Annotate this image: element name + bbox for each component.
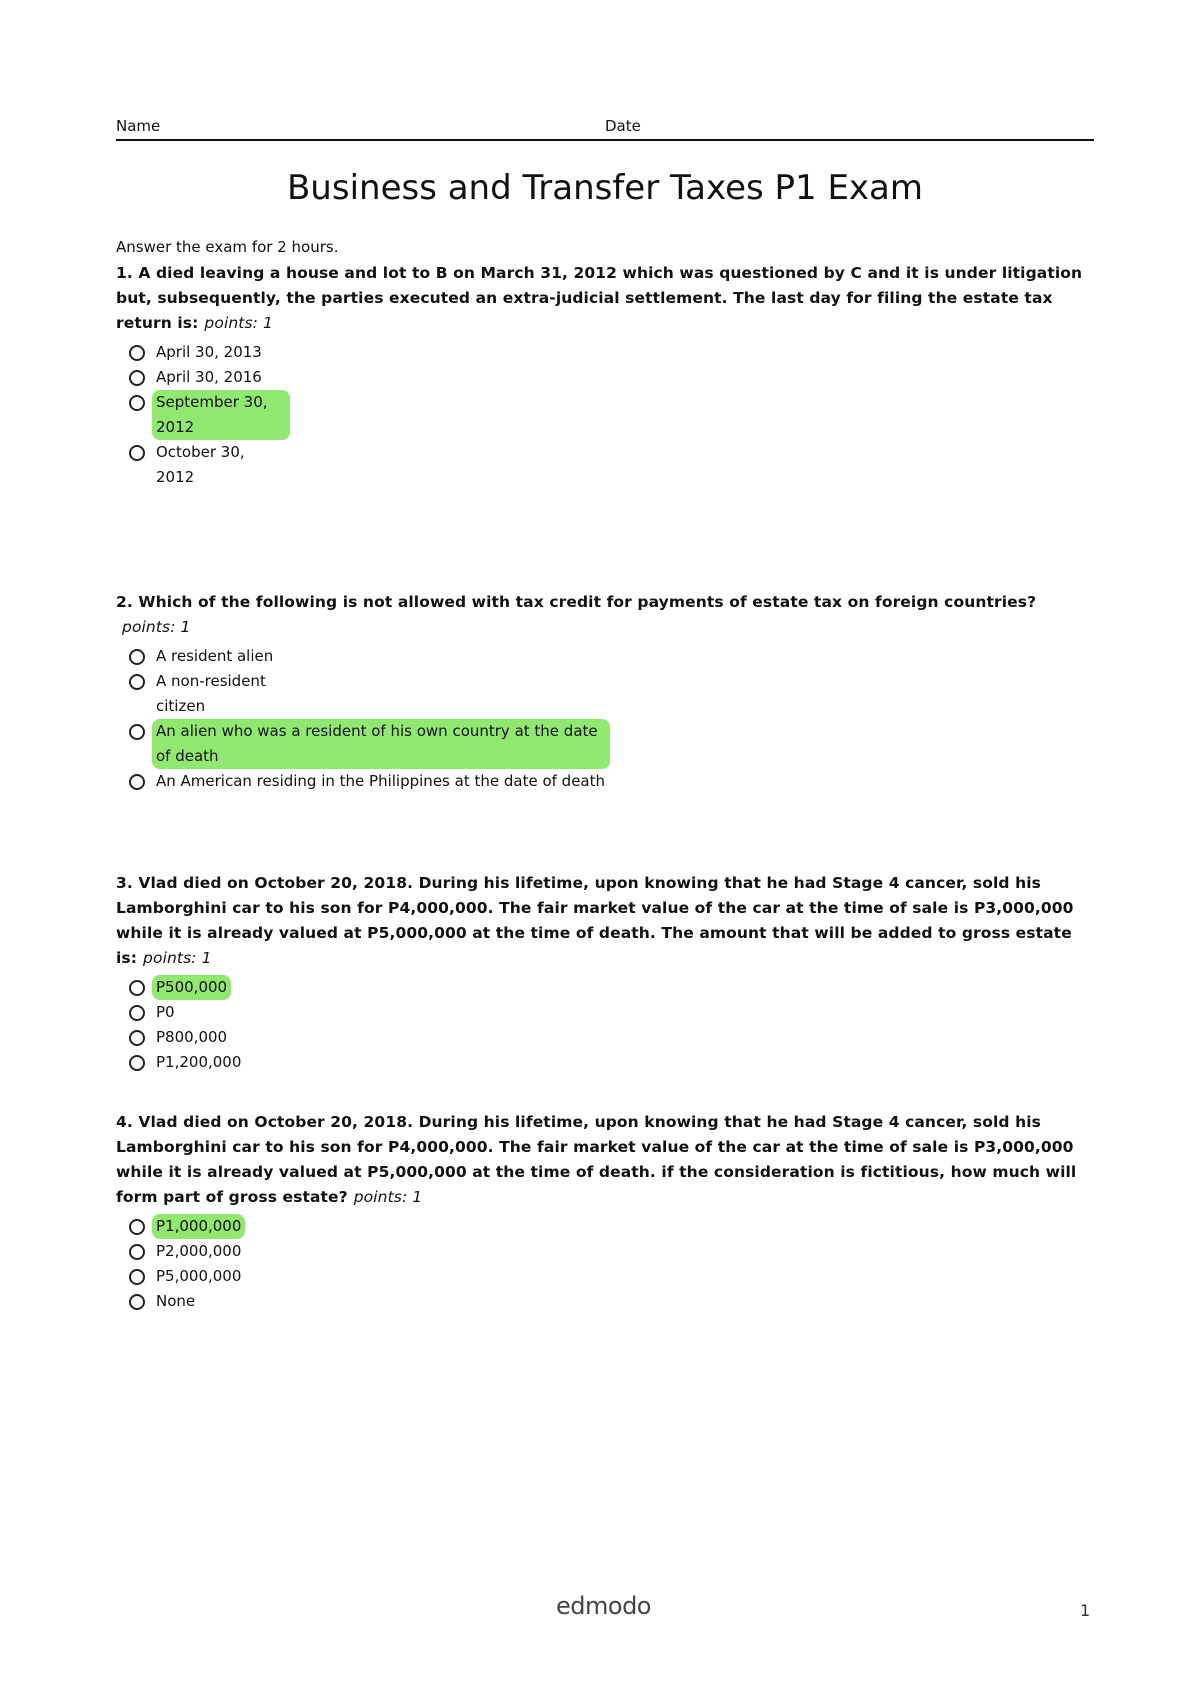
question-text bbox=[116, 590, 1094, 640]
radio-button[interactable] bbox=[129, 1055, 145, 1071]
radio-button[interactable] bbox=[129, 395, 145, 411]
edmodo-logo: edmodo bbox=[556, 1592, 651, 1620]
option-label-highlighted: P1,000,000 bbox=[152, 1214, 245, 1239]
question-text bbox=[116, 1110, 1094, 1210]
answer-option[interactable] bbox=[116, 644, 1094, 669]
radio-button[interactable] bbox=[129, 1005, 145, 1021]
answer-options bbox=[116, 340, 1094, 490]
exam-title: Business and Transfer Taxes P1 Exam bbox=[286, 168, 924, 208]
date-label: Date bbox=[605, 117, 641, 135]
option-label: P0 bbox=[156, 1003, 175, 1021]
option-label: P5,000,000 bbox=[156, 1267, 242, 1285]
answer-option-correct[interactable] bbox=[116, 1214, 1094, 1239]
radio-button[interactable] bbox=[129, 774, 145, 790]
radio-button[interactable] bbox=[129, 1244, 145, 1260]
option-label: P2,000,000 bbox=[156, 1242, 242, 1260]
answer-option[interactable] bbox=[116, 340, 1094, 365]
question-2 bbox=[116, 590, 1094, 794]
answer-option[interactable] bbox=[116, 769, 1094, 794]
radio-button[interactable] bbox=[129, 1219, 145, 1235]
name-date-header bbox=[116, 117, 1094, 141]
option-label: P800,000 bbox=[156, 1028, 228, 1046]
option-label: None bbox=[156, 1292, 196, 1310]
radio-button[interactable] bbox=[129, 674, 145, 690]
answer-option[interactable] bbox=[116, 1264, 1094, 1289]
question-prompt: 4. Vlad died on October 20, 2018. During his lifetime, upon knowing that he had Stage 4 cancer, sold his Lamborghini car to his son for P4,000,000. The fair market value of the car at the time of sale is P3,000,000 while it is already valued at P5,000,000 at the time of death. if the consideration is fictitious, how much will form part of gross estate? bbox=[116, 1113, 1077, 1206]
answer-option[interactable] bbox=[116, 1025, 1094, 1050]
answer-option-correct[interactable] bbox=[116, 719, 1094, 769]
answer-option[interactable] bbox=[116, 669, 1094, 719]
question-text bbox=[116, 261, 1094, 336]
radio-button[interactable] bbox=[129, 1269, 145, 1285]
answer-options bbox=[116, 644, 1094, 794]
radio-button[interactable] bbox=[129, 345, 145, 361]
question-points: points: 1 bbox=[204, 314, 273, 332]
option-label: An American residing in the Philippines at the date of death bbox=[156, 772, 606, 790]
question-prompt: 2. Which of the following is not allowed with tax credit for payments of estate tax on foreign countries? bbox=[116, 593, 1037, 611]
radio-button[interactable] bbox=[129, 1030, 145, 1046]
question-4 bbox=[116, 1110, 1094, 1314]
option-label: A resident alien bbox=[156, 647, 274, 665]
option-label-highlighted: September 30, 2012 bbox=[152, 390, 290, 440]
question-points: points: 1 bbox=[353, 1188, 423, 1206]
answer-option[interactable] bbox=[116, 440, 1094, 490]
question-points: points: 1 bbox=[143, 949, 212, 967]
question-3 bbox=[116, 871, 1094, 1075]
answer-option-correct[interactable] bbox=[116, 390, 1094, 440]
radio-button[interactable] bbox=[129, 445, 145, 461]
option-label: April 30, 2016 bbox=[156, 368, 262, 386]
option-label: P1,200,000 bbox=[156, 1053, 242, 1071]
page-number: 1 bbox=[1080, 1601, 1091, 1620]
question-prompt: 3. Vlad died on October 20, 2018. During his lifetime, upon knowing that he had Stage 4 cancer, sold his Lamborghini car to his son for P4,000,000. The fair market value of the car at the time of sale is P3,000,000 while it is already valued at P5,000,000 at the time of death. The amount that will be added to gross estate is: bbox=[116, 874, 1074, 967]
option-label-highlighted: An alien who was a resident of his own country at the date of death bbox=[152, 719, 610, 769]
exam-instructions: Answer the exam for 2 hours. bbox=[116, 238, 339, 256]
radio-button[interactable] bbox=[129, 724, 145, 740]
answer-options bbox=[116, 975, 1094, 1075]
radio-button[interactable] bbox=[129, 370, 145, 386]
radio-button[interactable] bbox=[129, 980, 145, 996]
option-label: A non-resident citizen bbox=[156, 672, 266, 715]
answer-option[interactable] bbox=[116, 1289, 1094, 1314]
option-label-highlighted: P500,000 bbox=[152, 975, 231, 1000]
name-label: Name bbox=[116, 117, 161, 135]
question-1 bbox=[116, 261, 1094, 490]
question-prompt: 1. A died leaving a house and lot to B on March 31, 2012 which was questioned by C and it is under litigation but, subsequently, the parties executed an extra-judicial settlement. The last day for filing the estate tax return is: bbox=[116, 264, 1083, 332]
answer-option[interactable] bbox=[116, 1239, 1094, 1264]
radio-button[interactable] bbox=[129, 649, 145, 665]
radio-button[interactable] bbox=[129, 1294, 145, 1310]
answer-option[interactable] bbox=[116, 1050, 1094, 1075]
answer-options bbox=[116, 1214, 1094, 1314]
answer-option-correct[interactable] bbox=[116, 975, 1094, 1000]
option-label: April 30, 2013 bbox=[156, 343, 262, 361]
answer-option[interactable] bbox=[116, 1000, 1094, 1025]
question-points: points: 1 bbox=[122, 618, 191, 636]
answer-option[interactable] bbox=[116, 365, 1094, 390]
option-label: October 30, 2012 bbox=[156, 443, 245, 486]
question-text bbox=[116, 871, 1094, 971]
